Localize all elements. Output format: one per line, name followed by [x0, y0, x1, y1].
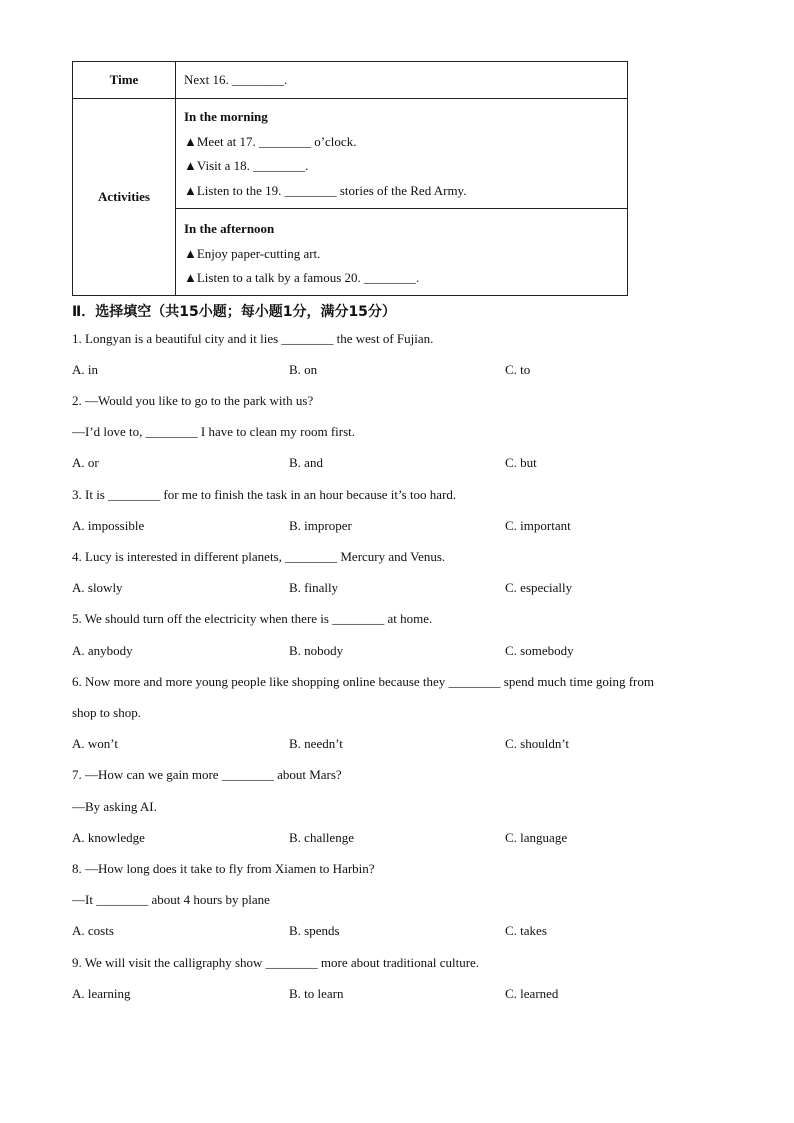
option-b: B. nobody: [289, 643, 344, 658]
option-b: B. on: [289, 362, 318, 377]
question-text: 3. It is ________ for me to finish the task in an hour because it’s too hard.: [72, 487, 457, 502]
option-b: B. needn’t: [289, 736, 343, 751]
option-b: B. spends: [289, 923, 340, 938]
option-b: B. improper: [289, 518, 352, 533]
morning-item: ▲Meet at 17. ________ o’clock.: [184, 133, 357, 149]
question-text: 9. We will visit the calligraphy show ________ more about traditional culture.: [72, 955, 480, 970]
question-text: —By asking AI.: [72, 799, 157, 814]
time-label: Time: [73, 62, 176, 99]
option-a: A. anybody: [72, 643, 133, 658]
morning-row: [73, 99, 628, 209]
option-a: A. in: [72, 362, 98, 377]
morning-item: ▲Listen to the 19. ________ stories of the Red Army.: [184, 182, 467, 198]
option-b: B. to learn: [289, 986, 344, 1001]
question-text: 5. We should turn off the electricity when there is ________ at home.: [72, 611, 433, 626]
question-text: —I’d love to, ________ I have to clean my room first.: [72, 424, 356, 439]
option-b: B. challenge: [289, 830, 354, 845]
option-a: A. knowledge: [72, 830, 145, 845]
question-text: shop to shop.: [72, 705, 141, 720]
option-c: C. especially: [505, 580, 573, 595]
activity-table: [72, 61, 628, 296]
question-text: 6. Now more and more young people like shopping online because they ________ spend much time going from: [72, 674, 654, 689]
afternoon-cell: [176, 209, 628, 296]
activities-label: Activities: [73, 99, 176, 296]
time-row: [73, 62, 628, 99]
option-c: C. language: [505, 830, 568, 845]
question-text: —It ________ about 4 hours by plane: [72, 892, 270, 907]
option-c: C. takes: [505, 923, 547, 938]
morning-item: ▲Visit a 18. ________.: [184, 158, 309, 173]
option-b: B. and: [289, 455, 323, 470]
option-c: C. learned: [505, 986, 559, 1001]
afternoon-item: ▲Listen to a talk by a famous 20. ________.: [184, 270, 420, 285]
question-text: 7. —How can we gain more ________ about Mars?: [72, 767, 342, 782]
option-c: C. important: [505, 518, 571, 533]
section-title: Ⅱ．选择填空（共15小题；每小题1分，满分15分）: [72, 304, 396, 320]
option-c: C. shouldn’t: [505, 736, 570, 751]
afternoon-heading: In the afternoon: [184, 221, 275, 236]
option-a: A. slowly: [72, 580, 123, 595]
option-c: C. to: [505, 362, 531, 377]
option-a: A. or: [72, 455, 99, 470]
afternoon-item: ▲Enjoy paper-cutting art.: [184, 245, 321, 261]
option-c: C. but: [505, 455, 537, 470]
option-c: C. somebody: [505, 643, 574, 658]
morning-cell: [176, 99, 628, 209]
option-a: A. won’t: [72, 736, 118, 751]
question-text: 8. —How long does it take to fly from Xiamen to Harbin?: [72, 861, 375, 876]
question-text: 1. Longyan is a beautiful city and it lies ________ the west of Fujian.: [72, 331, 434, 346]
option-b: B. finally: [289, 580, 339, 595]
question-text: 4. Lucy is interested in different planets, ________ Mercury and Venus.: [72, 549, 446, 564]
question-text: 2. —Would you like to go to the park with us?: [72, 393, 314, 408]
option-a: A. impossible: [72, 518, 145, 533]
morning-heading: In the morning: [184, 109, 268, 124]
option-a: A. learning: [72, 986, 131, 1001]
option-a: A. costs: [72, 923, 114, 938]
time-value: Next 16. ________.: [176, 62, 628, 99]
